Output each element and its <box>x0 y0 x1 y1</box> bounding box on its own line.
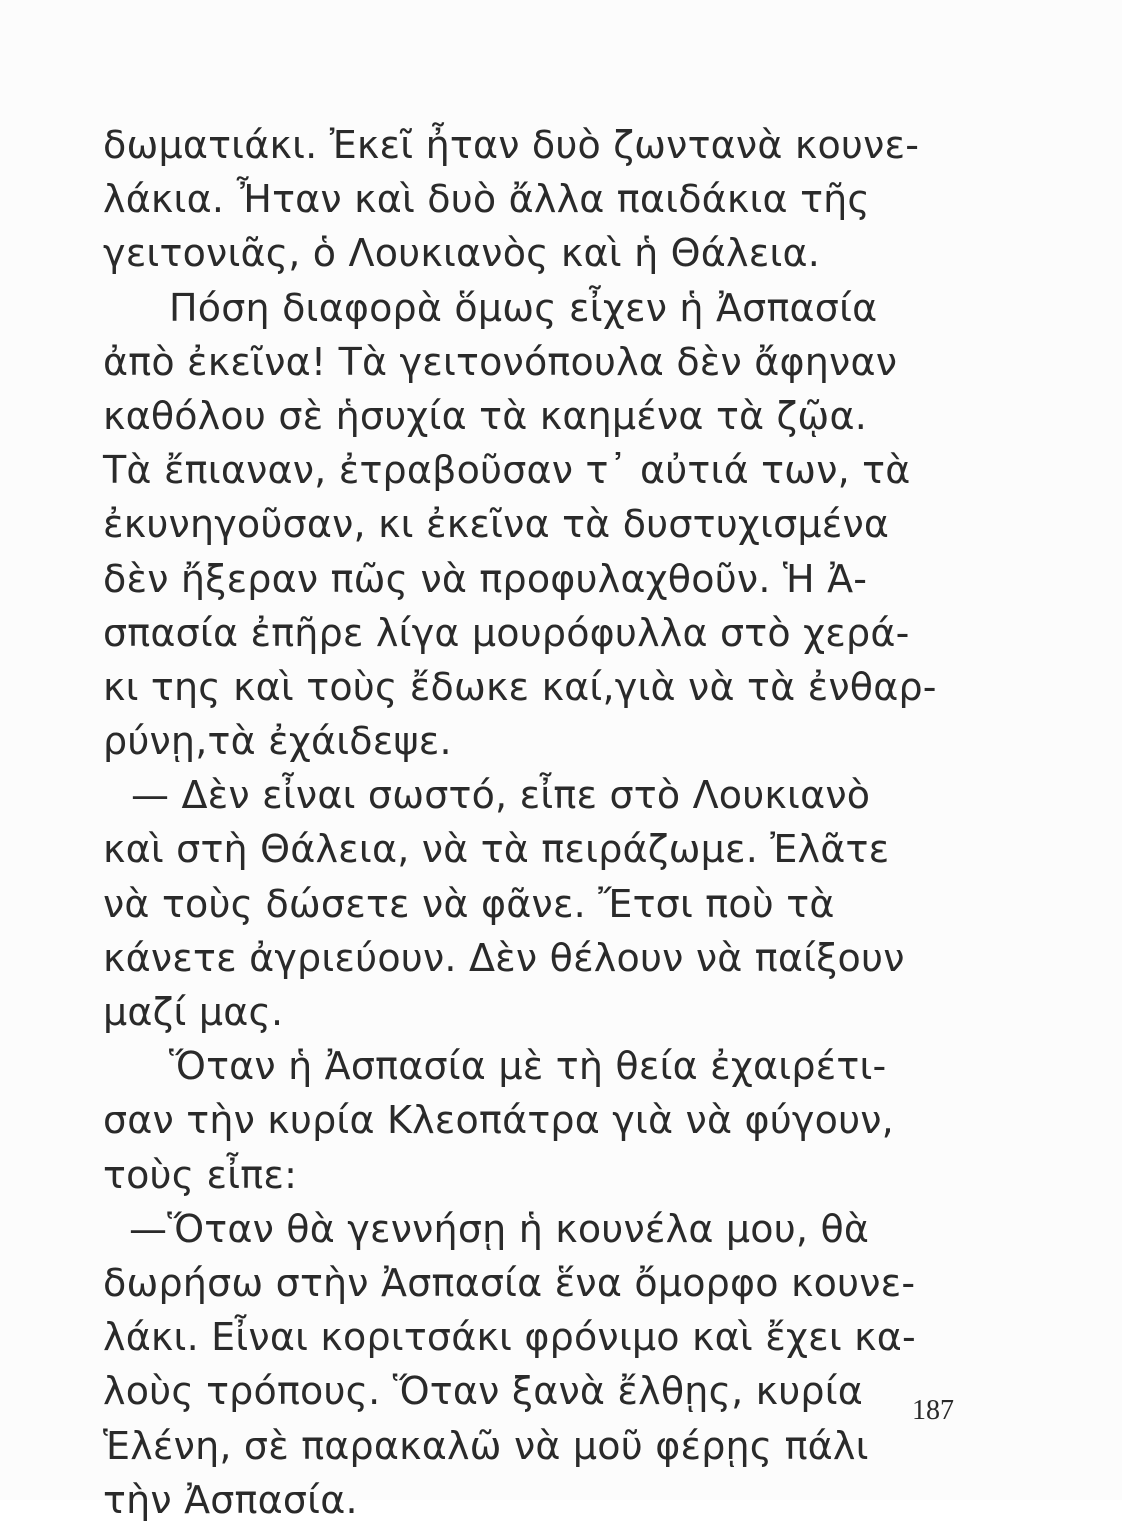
page-number: 187 <box>912 1395 954 1426</box>
text-line: λοὺς τρόπους. Ὅταν ξανὰ ἔλθῃς, κυρία <box>103 1369 864 1414</box>
text-line: λάκια. Ἦταν καὶ δυὸ ἄλλα παιδάκια τῆς <box>103 177 870 222</box>
text-line: δωματιάκι. Ἐκεῖ ἦταν δυὸ ζωντανὰ κουνε- <box>103 123 920 167</box>
text-line: σαν τὴν κυρία Κλεοπάτρα γιὰ νὰ φύγουν, <box>103 1098 894 1143</box>
text-line: σπασία ἐπῆρε λίγα μουρόφυλλα στὸ χερά- <box>103 610 910 655</box>
text-line: καὶ στὴ Θάλεια, νὰ τὰ πειράζωμε. Ἐλᾶτε <box>103 827 890 872</box>
text-line: νὰ τοὺς δώσετε νὰ φᾶνε. Ἔτσι ποὺ τὰ <box>103 881 835 926</box>
text-line: κάνετε ἀγριεύουν. Δὲν θέλουν νὰ παίξουν <box>103 935 905 980</box>
body-text <box>103 118 963 1527</box>
text-line: ρύνῃ,τὰ ἐχάιδεψε. <box>103 719 452 764</box>
paragraph-start-line: Πόση διαφορὰ ὅμως εἶχεν ἡ Ἀσπασία <box>169 285 878 330</box>
text-line: τὴν Ἀσπασία. <box>103 1477 358 1522</box>
text-line: δωρήσω στὴν Ἀσπασία ἕνα ὄμορφο κουνε- <box>103 1260 916 1305</box>
text-line: καθόλου σὲ ἡσυχία τὰ καημένα τὰ ζῷα. <box>103 393 867 438</box>
text-line: ἐκυνηγοῦσαν, κι ἐκεῖνα τὰ δυστυχισμένα <box>103 502 890 547</box>
text-line: δὲν ἤξεραν πῶς νὰ προφυλαχθοῦν. Ἡ Ἀ- <box>103 556 868 601</box>
text-line: κι της καὶ τοὺς ἔδωκε καί,γιὰ νὰ τὰ ἐνθαρ- <box>103 664 937 709</box>
text-line: γειτονιᾶς, ὁ Λουκιανὸς καὶ ἡ Θάλεια. <box>103 231 821 276</box>
text-line: ἀπὸ ἐκεῖνα! Τὰ γειτονόπουλα δὲν ἄφηναν <box>103 339 898 384</box>
text-line: Ἑλένη, σὲ παρακαλῶ νὰ μοῦ φέρῃς πάλι <box>103 1423 869 1468</box>
text-line: μαζί μας. <box>103 990 284 1034</box>
text-line: τοὺς εἶπε: <box>103 1152 298 1197</box>
dialogue-line: —Ὅταν θὰ γεννήσῃ ἡ κουνέλα μου, θὰ <box>129 1206 870 1251</box>
dialogue-line: — Δὲν εἶναι σωστό, εἶπε στὸ Λουκιανὸ <box>131 773 871 818</box>
text-line: Τὰ ἔπιαναν, ἐτραβοῦσαν τ᾽ αὐτιά των, τὰ <box>103 448 911 493</box>
text-line: λάκι. Εἶναι κοριτσάκι φρόνιμο καὶ ἔχει κα- <box>103 1315 916 1360</box>
paragraph-start-line: Ὅταν ἡ Ἀσπασία μὲ τὴ θεία ἐχαιρέτι- <box>169 1044 887 1089</box>
